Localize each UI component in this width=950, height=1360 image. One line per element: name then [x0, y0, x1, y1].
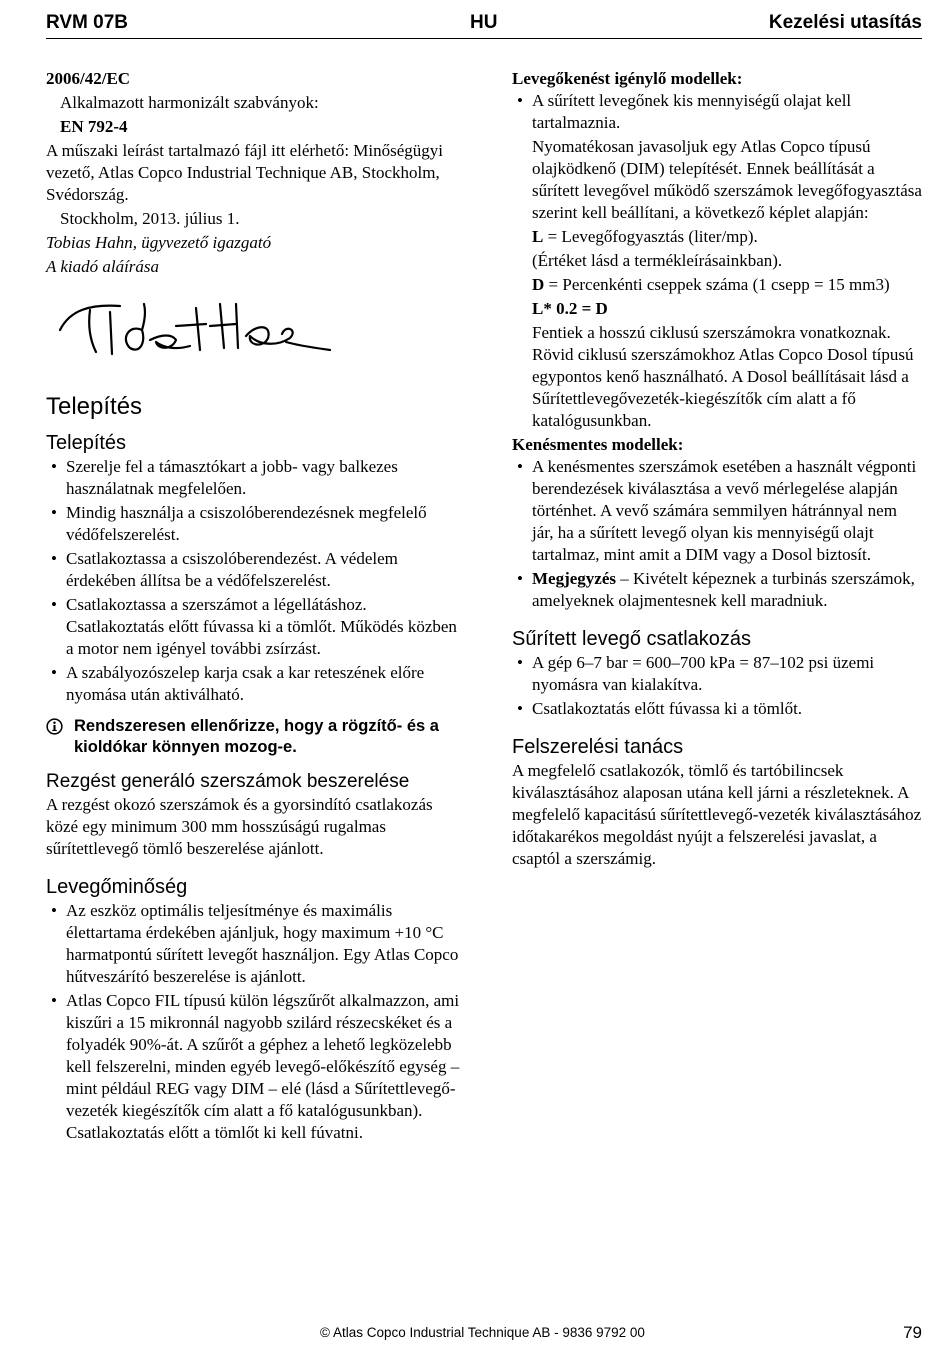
d-definition: = Percenkénti cseppek száma (1 csepp = 15 mm3) — [544, 275, 890, 294]
compressed-air-list — [512, 652, 922, 720]
product-code: RVM 07B — [46, 12, 129, 33]
installation-list — [46, 456, 466, 706]
lube-free-list — [512, 456, 922, 612]
handwritten-signature — [50, 290, 340, 370]
list-item: • Csatlakoztassa a szerszámot a légellátáshoz. Csatlakoztatás előtt fúvassa ki a tömlőt. Működés közben a motor nem igényel további zsírzást. — [46, 594, 466, 660]
subsection-title-installation: Telepítés — [46, 432, 127, 454]
list-item: • Csatlakoztassa a csiszolóberendezést. A védelem érdekében állítsa be a védőfelszerelést. — [46, 548, 466, 592]
language-code: HU — [470, 12, 498, 33]
lubricated-models-heading: Levegőkenést igénylő modellek: — [512, 69, 743, 88]
list-item: • Mindig használja a csiszolóberendezésnek megfelelő védőfelszerelést. — [46, 502, 466, 546]
list-item: • A sűrített levegőnek kis mennyiségű olajat kell tartalmaznia. — [512, 90, 922, 134]
l-symbol: L — [532, 227, 544, 246]
dim-recommendation: Nyomatékosan javasoljuk egy Atlas Copco típusú olajködkenő (DIM) telepítését. Ennek beállítását a sűrített levegővel működő szerszámok levegőfogyasztása szerint kell beállítani, a következő képlet alapján: — [532, 137, 922, 222]
page-number: 79 — [903, 1323, 922, 1342]
page-footer — [46, 1325, 922, 1347]
formula: L* 0.2 = D — [532, 299, 608, 318]
lubricated-list — [512, 90, 922, 134]
remark-text: – Kivételt képeznek a turbinás szerszámok, amelyeknek olajmentesnek kell maradniuk. — [532, 569, 915, 610]
section-title-installation: Telepítés — [46, 393, 143, 420]
installation-tips-text: A megfelelő csatlakozók, tömlő és tartóbilincsek kiválasztásához alaposan utána kell járni a részleteknek. A megfelelő kapacitású sűrítettlevegő-vezeték kiválasztásához időtakarékos megoldást nyújt a felszerelési javaslat, a csaptól a szerszámig. — [512, 761, 922, 868]
copyright-text: © Atlas Copco Industrial Technique AB - 9836 9792 00 — [320, 1325, 645, 1340]
directive-number: 2006/42/EC — [46, 69, 131, 88]
section-title-air-quality: Levegőminőség — [46, 876, 188, 898]
list-item: • A kenésmentes szerszámok esetében a használt végponti berendezések kiválasztása a vevő mérlegelése alapján történhet. A vevő számára semmilyen hátránnyal nem jár, ha a sűrített levegő olyan kis mennyiségű olajt tartalmaz, mint amit a DIM vagy a Dosol biztosít. — [512, 456, 922, 566]
section-title-installation-tips: Felszerelési tanács — [512, 736, 684, 758]
list-item: • Csatlakoztatás előtt fúvassa ki a tömlőt. — [512, 698, 922, 720]
section-title-compressed-air: Sűrített levegő csatlakozás — [512, 628, 752, 650]
left-column — [46, 68, 466, 1146]
list-item-remark — [512, 568, 922, 612]
l-reference: (Értéket lásd a termékleírásainkban). — [532, 251, 783, 270]
list-item: • A szabályozószelep karja csak a kar reteszének előre nyomása után aktiválható. — [46, 662, 466, 706]
air-quality-list — [46, 900, 466, 1144]
lube-free-models-heading: Kenésmentes modellek: — [512, 435, 684, 454]
vibration-text: A rezgést okozó szerszámok és a gyorsindító csatlakozás közé egy minimum 300 mm hosszúságú rugalmas sűrítettlevegő tömlő beszerelése ajánlott. — [46, 795, 433, 858]
list-item: • A gép 6–7 bar = 600–700 kPa = 87–102 psi üzemi nyomásra van kialakítva. — [512, 652, 922, 696]
document-title: Kezelési utasítás — [768, 12, 922, 33]
signatory-name: Tobias Hahn, ügyvezető igazgató — [46, 233, 272, 252]
remark-label: Megjegyzés — [532, 569, 617, 588]
standards-label: Alkalmazott harmonizált szabványok: — [60, 93, 319, 112]
formula-l-definition — [512, 226, 922, 248]
right-column — [512, 68, 922, 872]
formula-d-definition — [512, 274, 922, 296]
standard-number: EN 792-4 — [60, 117, 128, 136]
signature-label: A kiadó aláírása — [46, 257, 160, 276]
l-definition: = Levegőfogyasztás (liter/mp). — [543, 227, 758, 246]
technical-file-text: A műszaki leírást tartalmazó fájl itt elérhető: Minőségügyi vezető, Atlas Copco Industrial Technique AB, Stockholm, Svédország. — [46, 141, 444, 204]
list-item: • Szerelje fel a támasztókart a jobb- vagy balkezes használatnak megfelelően. — [46, 456, 466, 500]
info-icon — [46, 718, 63, 735]
page-header — [46, 10, 922, 39]
note-text: Rendszeresen ellenőrizze, hogy a rögzítő- és a kioldókar könnyen mozog-e. — [74, 717, 439, 756]
d-symbol: D — [532, 275, 545, 294]
list-item: • Az eszköz optimális teljesítménye és maximális élettartama érdekében ajánljuk, hogy maximum +10 °C harmatpontú sűrített levegőt használjon. Egy Atlas Copco hűtveszárító beszerelése is ajánlott. — [46, 900, 466, 988]
long-cycle-text: Fentiek a hosszú ciklusú szerszámokra vonatkoznak. Rövid ciklusú szerszámokhoz Atlas Copco Dosol típusú egypontos kenő használható. A Dosol beállításait lásd a Sűrítettlevegővezeték-kiegészítők cím alatt a fő katalógusunkban. — [532, 323, 914, 430]
place-date: Stockholm, 2013. július 1. — [60, 209, 240, 228]
section-title-vibration: Rezgést generáló szerszámok beszerelése — [46, 771, 410, 792]
list-item: • Atlas Copco FIL típusú külön légszűrőt alkalmazzon, ami kiszűri a 15 mikronnál nagyobb szilárd részecskéket és a folyadék 90%-át. A szűrőt a géphez a lehető legközelebb kell felszerelni, minden egyéb levegő-előkészítő egység – mint például REG vagy DIM – elé (lásd a Sűrítettlevegő-vezeték kiegészítők cím alatt a fő katalógusunkban). Csatlakoztatás előtt a tömlőt ki kell fúvatni. — [46, 990, 466, 1144]
info-note — [46, 716, 466, 758]
